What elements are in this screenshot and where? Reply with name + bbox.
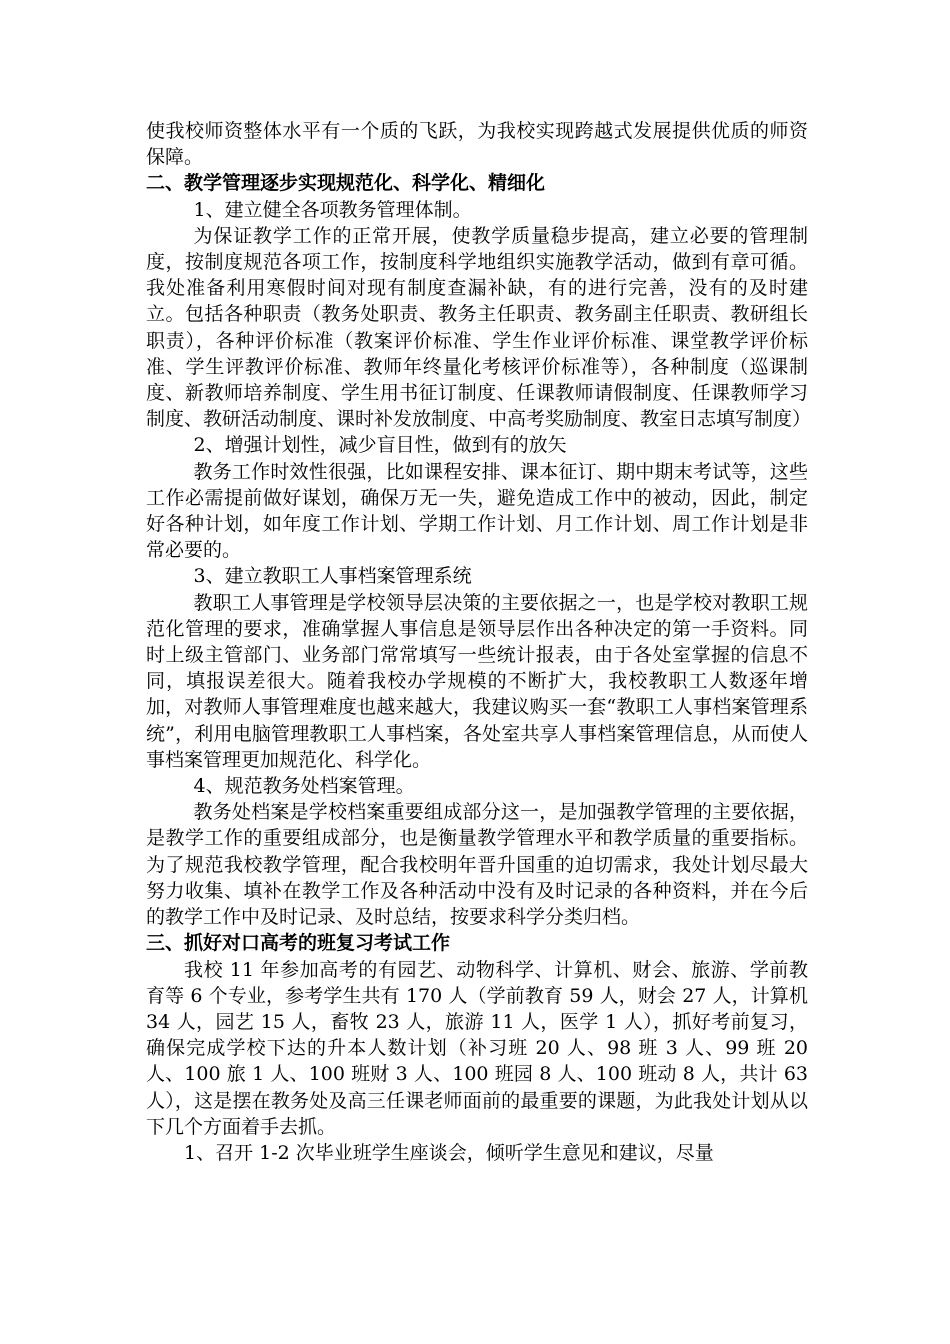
section-heading-3: 三、抓好对口高考的班复习考试工作 <box>146 932 451 955</box>
subheading-3: 3、建立教职工人事档案管理系统 <box>193 565 472 588</box>
paragraph-exam-prep: 我校 11 年参加高考的有园艺、动物科学、计算机、财会、旅游、学前教育等 6 个专业，参考学生共有 170 人（学前教育 59 人，财会 27 人，计算机 34 人，园艺 15 人，畜牧 23 人，旅游 11 人，医学 1 人），抓好考前复习，确保完成学校下达的升本人数计划（补习班 20 人、98 班 3 人、99 班 20 人、100 旅 1 人、100 班财 3 人、100 班园 8 人、100 班动 8 人，共计 63 人），这是摆在教务处及高三任课老师面前的最重要的课题，为此我处计划从以下几个方面着手去抓。 <box>146 958 808 1138</box>
section-heading-2: 二、教学管理逐步实现规范化、科学化、精细化 <box>146 172 546 195</box>
document-page <box>146 118 812 1166</box>
paragraph-hr-system: 教职工人事管理是学校领导层决策的主要依据之一，也是学校对教职工规范化管理的要求，准确掌握人事信息是领导层作出各种决定的第一手资料。同时上级主管部门、业务部门常常填写一些统计报表，由于各处室掌握的信息不同，填报误差很大。随着我校办学规模的不断扩大，我校教职工人数逐年增加，对教师人事管理难度也越来越大，我建议购买一套“教职工人事档案管理系统”，利用电脑管理教职工人事档案，各处室共享人事档案管理信息，从而使人事档案管理更加规范化、科学化。 <box>146 591 808 771</box>
paragraph-planning: 教务工作时效性很强，比如课程安排、课本征订、期中期末考试等，这些工作必需提前做好谋划，确保万无一失，避免造成工作中的被动，因此，制定好各种计划，如年度工作计划、学期工作计划、月工作计划、周工作计划是非常必要的。 <box>146 460 808 562</box>
subheading-4: 4、规范教务处档案管理。 <box>193 775 415 798</box>
subheading-1: 1、建立健全各项教务管理体制。 <box>193 198 472 221</box>
subheading-2: 2、增强计划性，减少盲目性，做到有的放矢 <box>193 434 567 457</box>
paragraph-intro: 使我校师资整体水平有一个质的飞跃，为我校实现跨越式发展提供优质的师资保障。 <box>146 120 808 169</box>
paragraph-forum: 1、召开 1-2 次毕业班学生座谈会，倾听学生意见和建议，尽量 <box>184 1141 714 1164</box>
paragraph-archives: 教务处档案是学校档案重要组成部分这一，是加强教学管理的主要依据，是教学工作的重要组成部分，也是衡量教学管理水平和教学质量的重要指标。为了规范我校教学管理，配合我校明年晋升国重的迫切需求，我处计划尽最大努力收集、填补在教学工作及各种活动中没有及时记录的各种资料，并在今后的教学工作中及时记录、及时总结，按要求科学分类归档。 <box>146 801 808 929</box>
paragraph-management-system: 为保证教学工作的正常开展，使教学质量稳步提高，建立必要的管理制度，按制度规范各项工作，按制度科学地组织实施教学活动，做到有章可循。我处准备利用寒假时间对现有制度查漏补缺，有的进行完善，没有的及时建立。包括各种职责（教务处职责、教务主任职责、教务副主任职责、教研组长职责），各种评价标准（教案评价标准、学生作业评价标准、课堂教学评价标准、学生评教评价标准、教师年终量化考核评价标准等），各种制度（巡课制度、新教师培养制度、学生用书征订制度、任课教师请假制度、任课教师学习制度、教研活动制度、课时补发放制度、中高考奖励制度、教室日志填写制度） <box>146 224 812 431</box>
